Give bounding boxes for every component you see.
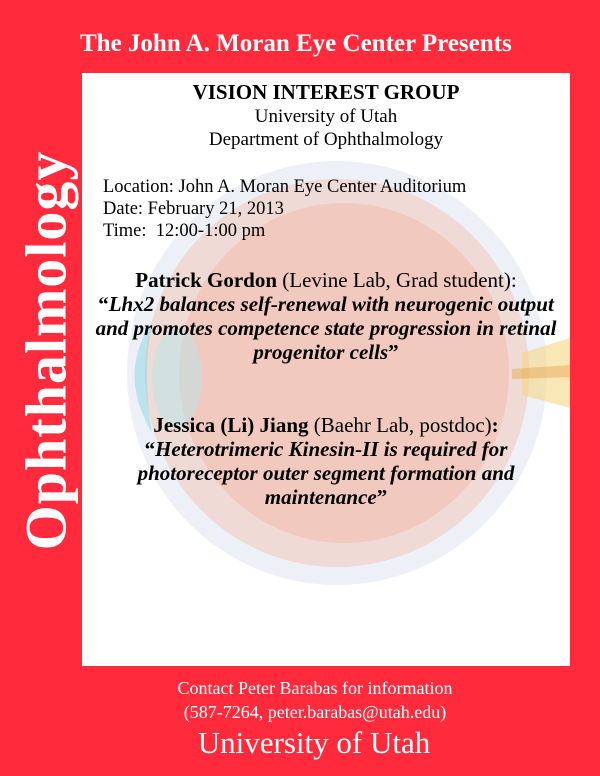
eye-illustration (82, 73, 570, 666)
flyer-panel (82, 73, 570, 666)
speaker-name: Patrick Gordon (135, 268, 278, 292)
speaker-affiliation: (Baehr Lab, postdoc) (308, 413, 492, 437)
date-line: Date: February 21, 2013 (103, 199, 284, 219)
talk-title: Heterotrimeric Kinesin-II is required for photoreceptor outer segment formation and maintenance (137, 437, 515, 509)
speaker-affiliation: (Levine Lab, Grad student): (277, 268, 517, 292)
header-title: The John A. Moran Eye Center Presents (80, 30, 512, 57)
talk-2 (82, 413, 570, 509)
talk-title-open: “ (144, 437, 156, 461)
university-line: University of Utah (254, 106, 398, 127)
event-info (103, 176, 466, 242)
talk-title-close: ” (388, 340, 399, 364)
talk-title-close: ” (376, 485, 388, 509)
speaker-colon: : (491, 413, 499, 437)
talk-1 (82, 268, 570, 364)
speaker-name: Jessica (Li) Jiang (153, 413, 309, 437)
department-line: Department of Ophthalmology (208, 129, 444, 150)
side-label-text: Ophthalmology (13, 150, 79, 550)
talk-title-open: “ (98, 292, 109, 316)
location-line: Location: John A. Moran Eye Center Auditorium (103, 177, 467, 197)
contact-line-1: Contact Peter Barabas for information (177, 678, 453, 698)
side-label (6, 130, 86, 570)
footer-university: University of Utah (197, 725, 431, 760)
time-line: Time: 12:00-1:00 pm (103, 221, 266, 241)
group-title: VISION INTEREST GROUP (192, 80, 460, 104)
talk-title: Lhx2 balances self-renewal with neurogenic output and promotes competence state progression in retinal progenitor cells (95, 292, 557, 364)
contact-line-2: (587-7264, peter.barabas@utah.edu) (183, 702, 447, 722)
footer-contact (0, 676, 600, 724)
